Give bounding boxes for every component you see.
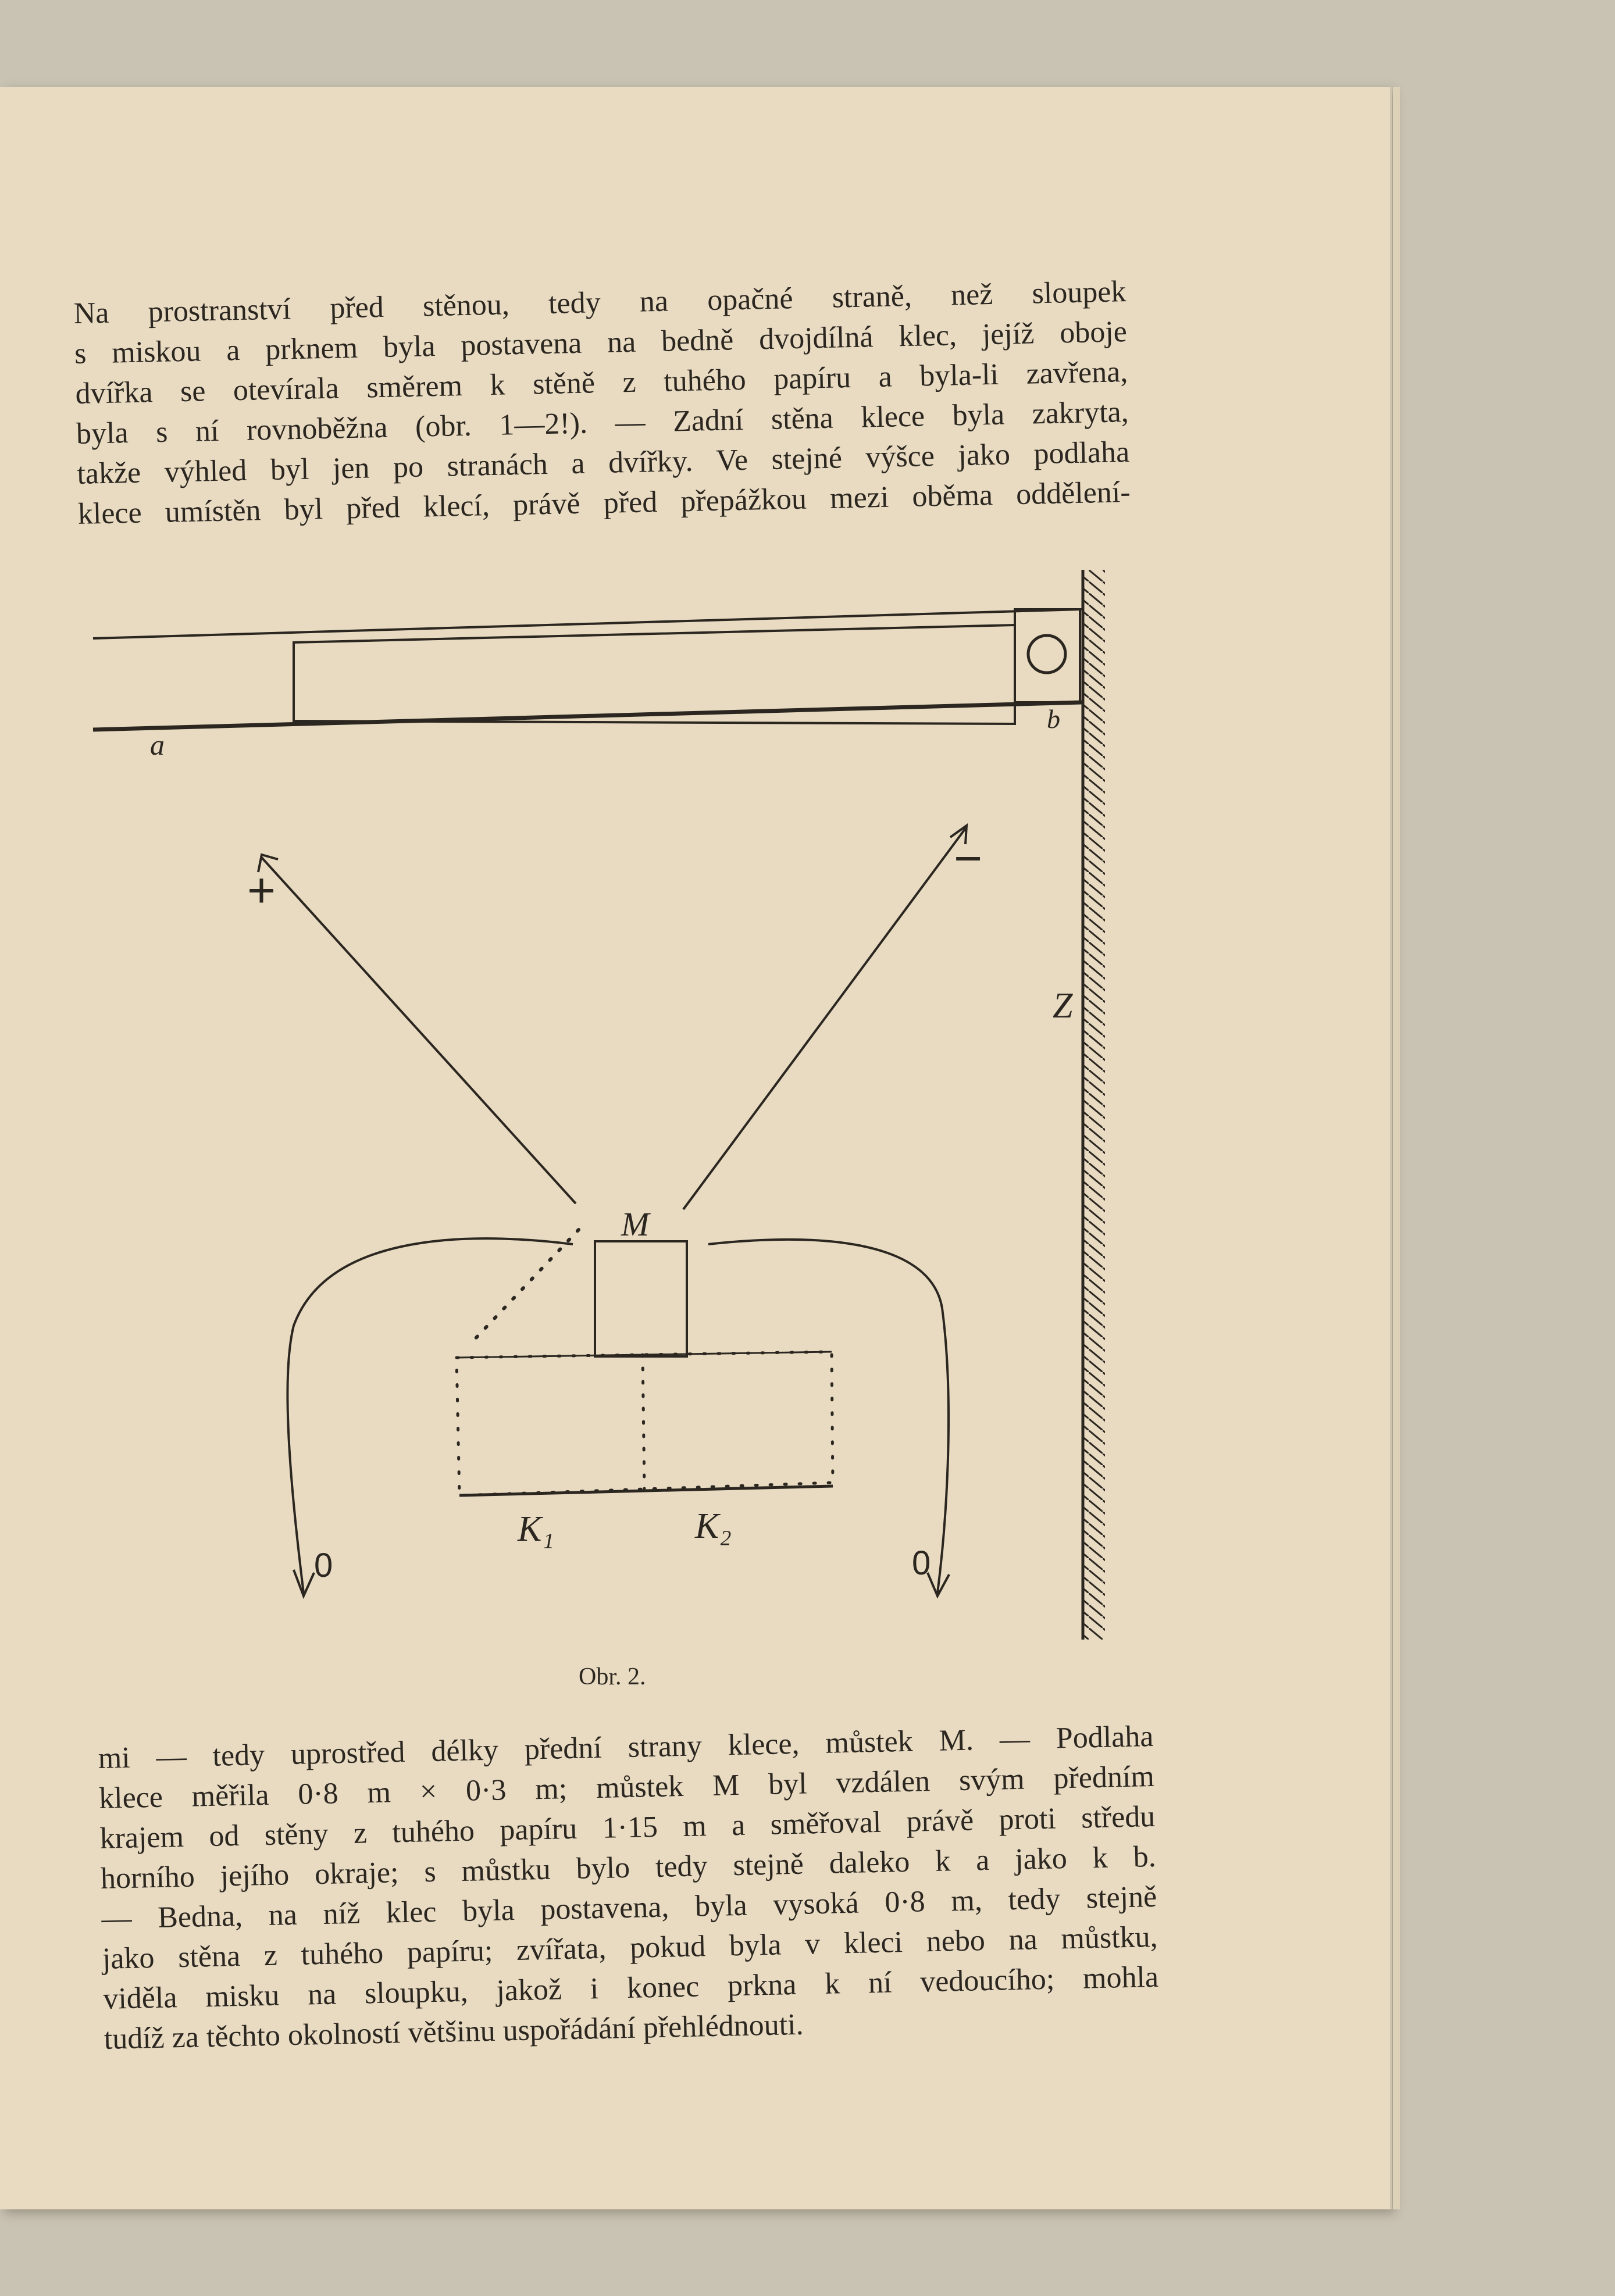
bowl-circle <box>1028 635 1065 673</box>
text-line: mi — tedy uprostřed délky přední strany klece, můstek M. — Podlaha <box>98 1719 1154 1775</box>
text-line: viděla misku na sloupku, jakož i konec prkna k ní vedoucího; mohla <box>102 1960 1159 2016</box>
plus-sign: + <box>247 863 276 917</box>
label-a: a <box>150 729 165 761</box>
text-line: jako stěna z tuhého papíru; zvířata, pokud byla v kleci nebo na můstku, <box>102 1920 1158 1976</box>
arrow-plus <box>258 855 576 1204</box>
text-line: byla s ní rovnoběžna (obr. 1—2!). — Zadní stěna klece byla zakryta, <box>76 395 1129 451</box>
text-line: takže výhled byl jen po stranách a dvířky. Ve stejné výšce jako podlaha <box>76 435 1130 491</box>
arrow-minus <box>683 826 967 1209</box>
text-line: klece umístěn byl před klecí, právě před přepážkou mezi oběma oddělení- <box>77 476 1131 531</box>
text-line: tudíž za těchto okolností většinu uspořádání přehlédnouti. <box>104 2008 804 2056</box>
bridge-m <box>595 1241 687 1356</box>
wall-z <box>1083 570 1105 1640</box>
arrow-zero-right <box>708 1240 949 1596</box>
text-line: klece měřila 0·8 m × 0·3 m; můstek M byl vzdálen svým předním <box>98 1759 1155 1815</box>
paragraph-bottom <box>98 1716 1160 2059</box>
figure-caption: Obr. 2. <box>579 1663 646 1690</box>
text-line: s miskou a prknem byla postavena na bedně dvojdílná klec, jejíž oboje <box>74 315 1128 370</box>
cage <box>457 1352 833 1495</box>
text-line: horního jejího okraje; s můstku bylo tedy stejně daleko k a jako k b. <box>100 1840 1157 1895</box>
page-edge <box>1393 87 1400 2209</box>
zero-right: 0 <box>912 1544 931 1582</box>
text-line: Na prostranství před stěnou, tedy na opačné straně, než sloupek <box>73 275 1126 330</box>
zero-left: 0 <box>314 1547 333 1584</box>
label-k1: K₁ <box>518 1509 554 1549</box>
text-line: krajem od stěny z tuhého papíru 1·15 m a směřoval právě proti středu <box>99 1799 1156 1855</box>
label-z: Z <box>1053 986 1073 1026</box>
label-k2: K₂ <box>695 1506 732 1546</box>
text-line: — Bedna, na níž klec byla postavena, byla vysoká 0·8 m, tedy stejně <box>101 1880 1157 1936</box>
label-b: b <box>1047 704 1060 734</box>
minus-sign: − <box>954 831 983 885</box>
label-m: M <box>621 1205 650 1243</box>
plank <box>93 609 1082 730</box>
text-line: dvířka se otevírala směrem k stěně z tuhého papíru a byla-li zavřena, <box>75 355 1128 410</box>
